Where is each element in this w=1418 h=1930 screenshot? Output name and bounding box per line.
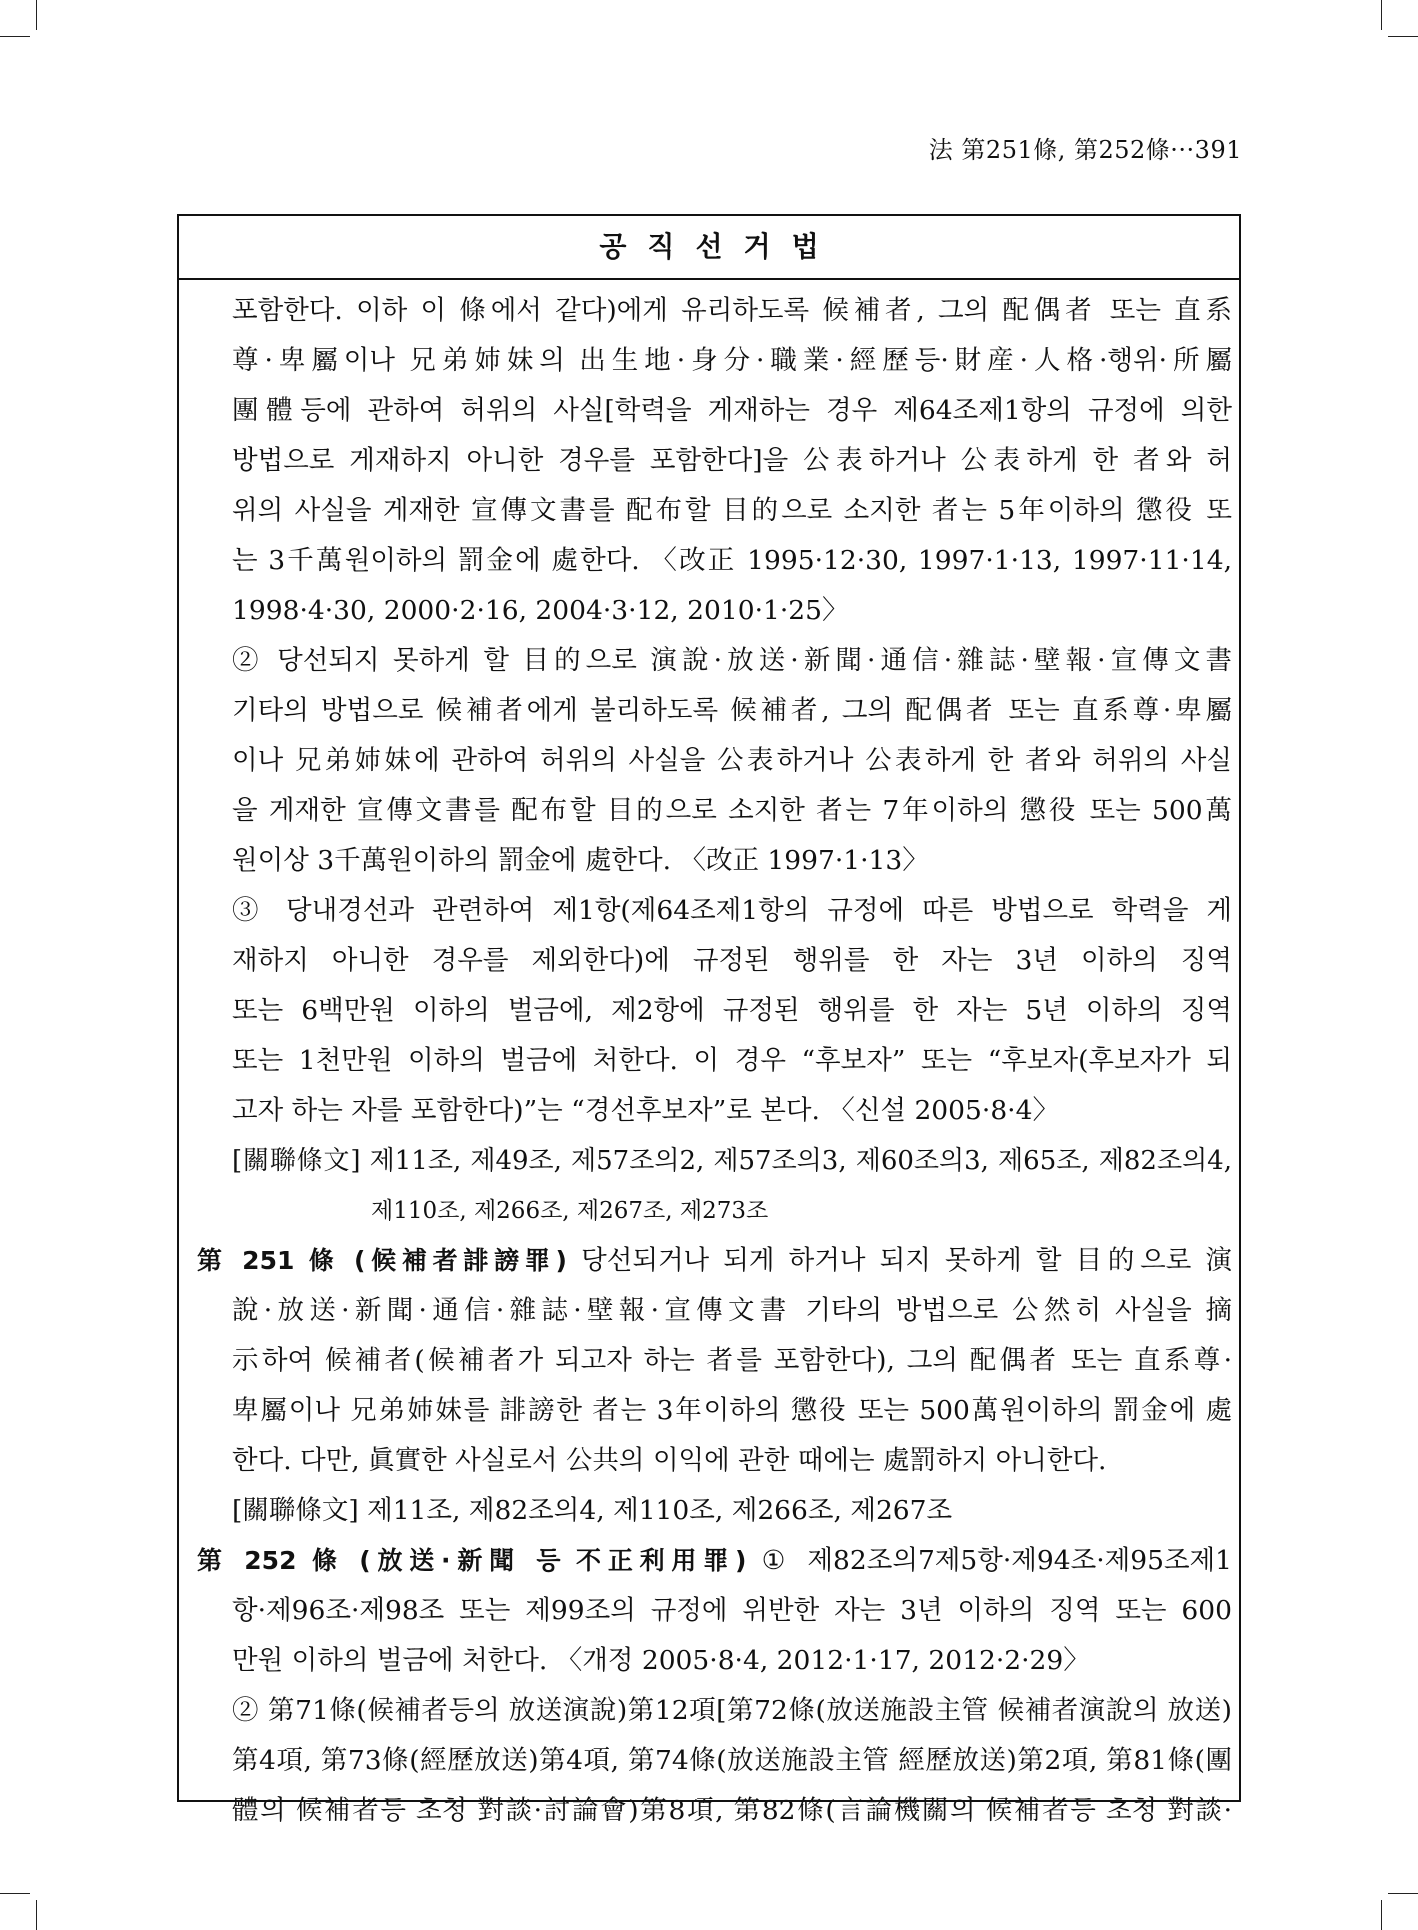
- text-line: ① 제82조의7제5항·제94조·제95조제1: [746, 1545, 1233, 1576]
- crop-mark: [0, 1893, 30, 1894]
- crop-mark: [1381, 1900, 1382, 1930]
- text-line: ② 第71條(候補者등의 放送演說)第12項[第72條(放送施設主管 候補者演說의 放送): [232, 1695, 1232, 1726]
- related-articles-continued: 제110조, 제266조, 제267조, 제273조: [371, 1198, 769, 1224]
- text-line: 방법으로 게재하지 아니한 경우를 포함한다]을 公表하거나 公表하게 한 者와 허: [232, 445, 1232, 476]
- text-line: ③ 당내경선과 관련하여 제1항(제64조제1항의 규정에 따른 방법으로 학력을 게: [232, 895, 1232, 926]
- text-line: 團體등에 관하여 허위의 사실[학력을 게재하는 경우 제64조제1항의 규정에 의한: [232, 395, 1232, 426]
- text-line: 卑屬이나 兄弟姉妹를 誹謗한 者는 3年이하의 懲役 또는 500萬원이하의 罰金에 處: [232, 1395, 1232, 1426]
- text-line: 한다. 다만, 眞實한 사실로서 公共의 이익에 관한 때에는 處罰하지 아니한다.: [232, 1445, 1107, 1476]
- content-frame: [177, 214, 1241, 1826]
- text-line: 포함한다. 이하 이 條에서 같다)에게 유리하도록 候補者, 그의 配偶者 또는 直系: [232, 295, 1232, 326]
- text-line: 을 게재한 宣傳文書를 配布할 目的으로 소지한 者는 7年이하의 懲役 또는 500萬: [232, 795, 1232, 826]
- running-header: 法 第251條, 第252條···391: [928, 136, 1242, 164]
- text-line: 항·제96조·제98조 또는 제99조의 규정에 위반한 자는 3년 이하의 징역 또는 600: [232, 1595, 1232, 1626]
- crop-mark: [36, 1900, 37, 1930]
- statute-text: [179, 280, 1239, 1826]
- crop-mark: [1381, 0, 1382, 30]
- text-line: 體의 候補者등 초청 對談·討論會)第8項, 第82條(言論機關의 候補者등 초청 對談·: [232, 1795, 1232, 1826]
- text-line: 1998·4·30, 2000·2·16, 2004·3·12, 2010·1·25〉: [232, 595, 849, 626]
- text-line: 또는 6백만원 이하의 벌금에, 제2항에 규정된 행위를 한 자는 5년 이하의 징역: [232, 995, 1232, 1026]
- article-252-heading: [197, 1536, 1232, 1586]
- text-line: 또는 1천만원 이하의 벌금에 처한다. 이 경우 “후보자” 또는 “후보자(후보자가 되: [232, 1045, 1232, 1076]
- text-line: 第4項, 第73條(經歷放送)第4項, 第74條(放送施設主管 經歷放送)第2項, 第81條(團: [232, 1745, 1232, 1776]
- text-line: ② 당선되지 못하게 할 目的으로 演說·放送·新聞·通信·雜誌·壁報·宣傳文書: [232, 645, 1232, 676]
- article-title: 第 252 條 (放送·新聞 등 不正利用罪): [197, 1546, 747, 1575]
- crop-mark: [1388, 1893, 1418, 1894]
- related-articles: [關聯條文] 제11조, 제49조, 제57조의2, 제57조의3, 제60조의3, 제65조, 제82조의4,: [232, 1146, 1232, 1176]
- text-line: 만원 이하의 벌금에 처한다. 〈개정 2005·8·4, 2012·1·17, 2012·2·29〉: [232, 1645, 1090, 1676]
- related-articles: [關聯條文] 제11조, 제82조의4, 제110조, 제266조, 제267조: [232, 1495, 953, 1526]
- text-line: 는 3千萬원이하의 罰金에 處한다. 〈改正 1995·12·30, 1997·1·13, 1997·11·14,: [232, 545, 1232, 576]
- crop-mark: [0, 36, 30, 37]
- text-line: 고자 하는 자를 포함한다)”는 “경선후보자”로 본다. 〈신설 2005·8·4〉: [232, 1095, 1059, 1126]
- text-line: 示하여 候補者(候補者가 되고자 하는 者를 포함한다), 그의 配偶者 또는 直系尊·: [232, 1345, 1232, 1376]
- text-line: 위의 사실을 게재한 宣傳文書를 配布할 目的으로 소지한 者는 5年이하의 懲役 또: [232, 495, 1232, 526]
- frame-title: 공직선거법: [179, 216, 1239, 280]
- text-line: 尊·卑屬이나 兄弟姉妹의 出生地·身分·職業·經歷등·財産·人格·행위·所屬: [232, 345, 1232, 376]
- text-line: 당선되거나 되게 하거나 되지 못하게 할 目的으로 演: [566, 1245, 1233, 1276]
- text-line: 원이상 3千萬원이하의 罰金에 處한다. 〈改正 1997·1·13〉: [232, 845, 929, 876]
- crop-mark: [1388, 36, 1418, 37]
- text-line: 이나 兄弟姉妹에 관하여 허위의 사실을 公表하거나 公表하게 한 者와 허위의 사실: [232, 745, 1232, 776]
- text-line: 기타의 방법으로 候補者에게 불리하도록 候補者, 그의 配偶者 또는 直系尊·卑屬: [232, 695, 1232, 726]
- text-line: 재하지 아니한 경우를 제외한다)에 규정된 행위를 한 자는 3년 이하의 징역: [232, 945, 1232, 976]
- crop-mark: [36, 0, 37, 30]
- article-title: 第 251 條 (候補者誹謗罪): [197, 1246, 567, 1275]
- text-line: 說·放送·新聞·通信·雜誌·壁報·宣傳文書 기타의 방법으로 公然히 사실을 摘: [232, 1295, 1232, 1326]
- article-251-heading: [197, 1236, 1232, 1286]
